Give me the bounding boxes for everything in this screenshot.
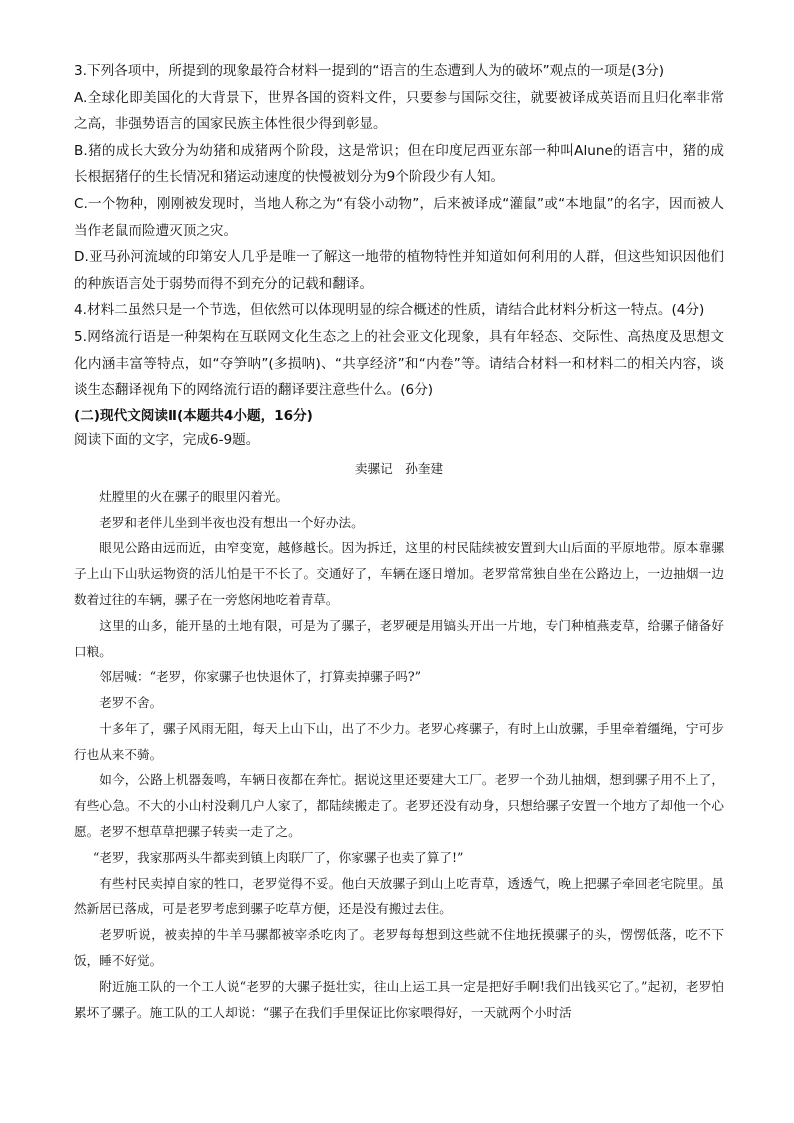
question-4-stem: 4.材料二虽然只是一个节选，但依然可以体现明显的综合概述的性质，请结合此材料分析这一特点。(4分) xyxy=(74,302,705,319)
question-3-option-b: B.猪的成长大致分为幼猪和成猪两个阶段，这是常识；但在印度尼西亚东部一种叫Alune的语言中，猪的成长根据猪仔的生长情况和猪运动速度的快慢被划分为9个阶段少有人知。 xyxy=(74,142,724,186)
question-3-stem: 3.下列各项中，所提到的现象最符合材料一提到的“语言的生态遭到人为的破坏”观点的一项是(3分) xyxy=(74,63,665,79)
story-paragraph: 老罗和老伴儿坐到半夜也没有想出一个好办法。 xyxy=(99,514,364,530)
story-paragraph: 十多年了，骡子风雨无阻，每天上山下山，出了不少力。老罗心疼骡子，有时上山放骡，手里牵着缰绳，宁可步行也从来不骑。 xyxy=(74,720,724,762)
story-paragraph: “老罗，我家那两头牛都卖到镇上肉联厂了，你家骡子也卖了算了!” xyxy=(92,849,464,865)
story-paragraph: 老罗听说，被卖掉的牛羊马骡都被宰杀吃肉了。老罗每每想到这些就不住地抚摸骡子的头，愣愣低落，吃不下饭，睡不好觉。 xyxy=(74,927,724,969)
story-paragraph: 这里的山多，能开垦的土地有限，可是为了骡子，老罗硬是用镐头开出一片地，专门种植燕麦草，给骡子储备好口粮。 xyxy=(74,617,724,659)
question-3-option-c: C.一个物种，刚刚被发现时，当地人称之为“有袋小动物”，后来被译成“灌鼠”或“本地鼠”的名字，因而被人当作老鼠而险遭灭顶之灾。 xyxy=(74,195,724,239)
question-3-option-d: D.亚马孙河流域的印第安人几乎是唯一了解这一地带的植物特性并知道如何利用的人群，但这些知识因他们的种族语言处于弱势而得不到充分的记载和翻译。 xyxy=(74,249,724,292)
story-paragraph: 老罗不舍。 xyxy=(99,695,163,711)
story-paragraph: 灶膛里的火在骡子的眼里闪着光。 xyxy=(99,488,289,504)
story-paragraph: 邻居喊：“老罗，你家骡子也快退休了，打算卖掉骡子吗?” xyxy=(99,669,422,685)
section-instruction: 阅读下面的文字，完成6-9题。 xyxy=(74,431,260,448)
story-body xyxy=(74,484,724,1026)
story-paragraph: 有些村民卖掉自家的牲口，老罗觉得不妥。他白天放骡子到山上吃青草，透透气，晚上把骡子牵回老宅院里。虽然新居已落成，可是老罗考虑到骡子吃草方便，还是没有搬过去住。 xyxy=(74,875,724,917)
story-paragraph: 眼见公路由远而近，由窄变宽，越修越长。因为拆迁，这里的村民陆续被安置到大山后面的平原地带。原本靠骡子上山下山驮运物资的活儿怕是干不长了。交通好了，车辆在逐日增加。老罗常常独自坐在公路边上，一边抽烟一边数着过往的车辆，骡子在一旁悠闲地吃着青草。 xyxy=(74,540,724,607)
question-3-option-a: A.全球化即美国化的大背景下，世界各国的资料文件，只要参与国际交往，就要被译成英语而且归化率非常之高，非强势语言的国家民族主体性很少得到彰显。 xyxy=(74,89,724,133)
question-5-stem: 5.网络流行语是一种架构在互联网文化生态之上的社会亚文化现象，具有年轻态、交际性、高热度及思想文化内涵丰富等特点，如“夺笋呐”(多损呐)、“共享经济”和“内卷”等。请结合材料一和材料二的相关内容，谈谈生态翻译视角下的网络流行语的翻译要注意些什么。(6分) xyxy=(74,328,724,399)
story-title: 卖骡记 孙奎建 xyxy=(354,460,444,476)
story-paragraph: 如今，公路上机器轰鸣，车辆日夜都在奔忙。据说这里还要建大工厂。老罗一个劲儿抽烟，想到骡子用不上了，有些心急。不大的小山村没剩几户人家了，都陆续搬走了。老罗还没有动身，只想给骡子安置一个地方了却他一个心愿。老罗不想草草把骡子转卖一走了之。 xyxy=(74,772,724,840)
story-paragraph: 附近施工队的一个工人说“老罗的大骡子挺壮实，往山上运工具一定是把好手啊!我们出钱买它了。”起初，老罗怕累坏了骡子。施工队的工人却说：“骡子在我们手里保证比你家喂得好，一天就两个小时活 xyxy=(74,978,724,1020)
page-content xyxy=(74,58,724,1025)
section-heading: (二)现代文阅读Ⅱ(本题共4小题，16分) xyxy=(74,407,313,424)
